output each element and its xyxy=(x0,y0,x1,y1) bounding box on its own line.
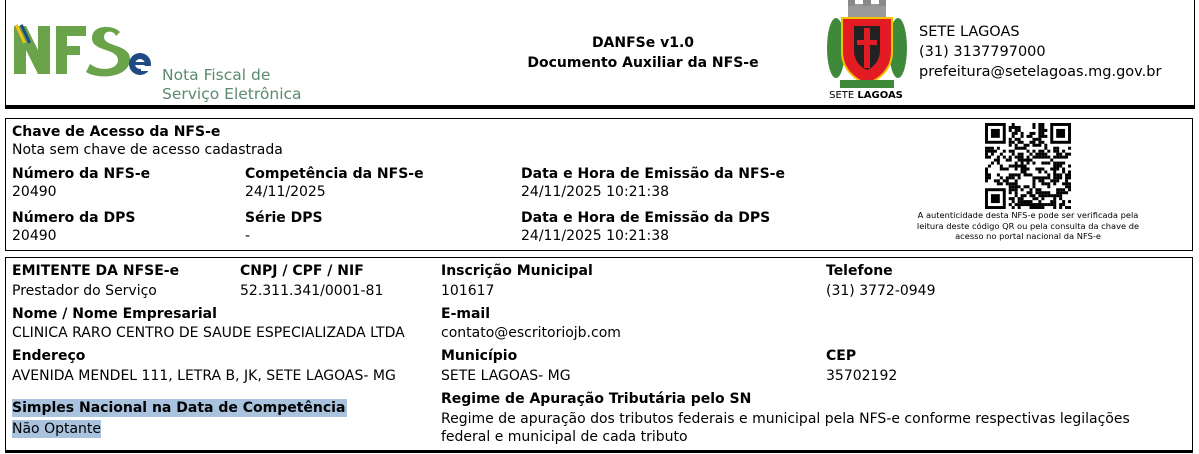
municipality-name: SETE LAGOAS xyxy=(919,24,1020,40)
issuer-email-value: contato@escritoriojb.com xyxy=(441,325,621,341)
dps-number-value: 20490 xyxy=(12,228,57,244)
cnpj-label: CNPJ / CPF / NIF xyxy=(240,263,364,279)
nfse-logo xyxy=(12,22,302,103)
simples-nacional-label: Simples Nacional na Data de Competência xyxy=(12,400,346,416)
issuer-section-label: EMITENTE DA NFSE-e xyxy=(12,263,180,279)
header-divider xyxy=(5,105,1195,109)
crest-caption xyxy=(826,90,906,102)
nfse-number-label: Número da NFS-e xyxy=(12,166,151,182)
competence-value: 24/11/2025 xyxy=(245,184,326,200)
crest-caption-a: SETE xyxy=(829,90,855,101)
cnpj-value: 52.311.341/0001-81 xyxy=(240,283,384,299)
frame-right-border xyxy=(1194,0,1195,106)
crest-caption-b: LAGOAS xyxy=(857,90,903,101)
frame-left-border xyxy=(5,0,6,106)
municipal-registration-value: 101617 xyxy=(441,283,495,299)
dps-number-label: Número da DPS xyxy=(12,210,136,226)
coat-of-arms-icon xyxy=(826,0,908,90)
cep-value: 35702192 xyxy=(826,368,898,384)
document-title: DANFSe v1.0 xyxy=(591,35,695,51)
nfse-issue-value: 24/11/2025 10:21:38 xyxy=(521,184,670,200)
municipality-phone: (31) 3137797000 xyxy=(919,44,1046,60)
city-crest xyxy=(826,0,908,104)
address-label: Endereço xyxy=(12,348,86,364)
logo-subtitle xyxy=(162,66,302,104)
dps-series-label: Série DPS xyxy=(245,210,323,226)
company-name-value: CLINICA RARO CENTRO DE SAUDE ESPECIALIZADA LTDA xyxy=(12,325,405,341)
municipality-contact xyxy=(919,22,1161,82)
address-value: AVENIDA MENDEL 111, LETRA B, JK, SETE LAGOAS- MG xyxy=(12,368,396,384)
company-name-label: Nome / Nome Empresarial xyxy=(12,306,217,322)
document-heading xyxy=(508,33,778,73)
access-key-label: Chave de Acesso da NFS-e xyxy=(12,124,221,140)
issuer-email-label: E-mail xyxy=(441,306,491,322)
qr-authenticity-note: A autenticidade desta NFS-e pode ser verificada pela leitura deste código QR ou pela consulta da chave de acesso no portal nacional da NFS-e xyxy=(916,210,1140,241)
issuer-phone-label: Telefone xyxy=(826,263,893,279)
issuer-phone-value: (31) 3772-0949 xyxy=(826,283,936,299)
municipality-email: prefeitura@setelagoas.mg.gov.br xyxy=(919,64,1162,80)
municipal-registration-label: Inscrição Municipal xyxy=(441,263,593,279)
dps-issue-value: 24/11/2025 10:21:38 xyxy=(521,228,670,244)
tax-regime-value: Regime de apuração dos tributos federais e municipal pela NFS-e conforme respectivas legilações federal e municipal de cada tributo xyxy=(441,411,1130,445)
tax-regime-label: Regime de Apuração Tributária pelo SN xyxy=(441,391,752,407)
nfse-logo-mark-icon xyxy=(12,22,152,82)
city-label: Município xyxy=(441,348,518,364)
qr-code-icon xyxy=(985,123,1071,209)
nfse-issue-label: Data e Hora de Emissão da NFS-e xyxy=(521,166,785,182)
dps-series-value: - xyxy=(245,228,251,244)
dps-issue-label: Data e Hora de Emissão da DPS xyxy=(521,210,771,226)
cep-label: CEP xyxy=(826,348,857,364)
logo-subtitle-line1: Nota Fiscal de xyxy=(162,66,271,84)
access-key-value: Nota sem chave de acesso cadastrada xyxy=(12,142,283,158)
document-subtitle: Documento Auxiliar da NFS-e xyxy=(527,55,759,71)
city-value: SETE LAGOAS- MG xyxy=(441,368,571,384)
logo-subtitle-line2: Serviço Eletrônica xyxy=(162,85,302,103)
issuer-section-value: Prestador do Serviço xyxy=(12,283,157,299)
competence-label: Competência da NFS-e xyxy=(245,166,424,182)
nfse-number-value: 20490 xyxy=(12,184,57,200)
simples-nacional-value: Não Optante xyxy=(12,421,102,437)
